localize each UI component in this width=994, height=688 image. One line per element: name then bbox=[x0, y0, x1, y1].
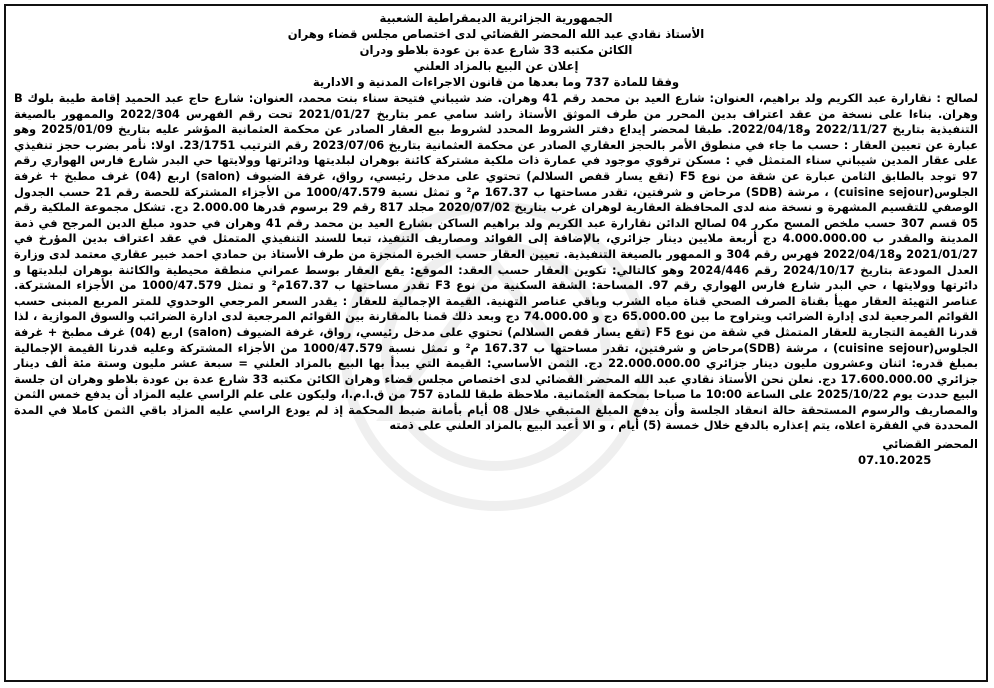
notice-header bbox=[14, 10, 978, 90]
signature-block bbox=[14, 436, 978, 468]
office-address: الكائن مكتبه 33 شارع عدة بن عودة بلاطو ودران bbox=[359, 43, 633, 57]
notice-title: إعلان عن البيع بالمزاد العلني bbox=[413, 59, 579, 73]
officer-line: الأستاذ نقادي عبد الله المحضر القضائي لدى اختصاص مجلس قضاء وهران bbox=[287, 27, 705, 41]
republic-title: الجمهورية الجزائرية الديمقراطية الشعبية bbox=[379, 11, 613, 25]
legal-notice-frame bbox=[4, 4, 988, 682]
signature-title: المحضر القضائي bbox=[882, 437, 978, 452]
notice-body: لصالح : نقارارة عبد الكريم ولد براهيم، العنوان: شارع العيد بن محمد رقم 41 وهران. ضد شيباني فتيحة سناء بنت محمد، العنوان: شارع حاج عبد الحميد إقامة طيبة بلوك B وهران. بناءا على نسخة من عقد اعتراف بدين المحرر من طرف الموثق الأستاذ راشد سامي عمر بتاريخ 2021/01/27 تحت رقم الفهرس 2022/304 والممهور بالصيغة التنفيذية بتاريخ 2022/11/27 و2022/04/18. طبقا لمحضر إيداع دفتر الشروط المحدد لشروط بيع العقار الصادر عن محكمة العثمانية المؤشر عليه بتاريخ 2025/01/09 وهو عبارة عن تعيين العقار : حسب ما جاء في منطوق الأمر بالحجز العقاري الصادر عن محكمة العثمانية بتاريخ 2023/07/06 رقم الترتيب 23/1751. اولا: نأمر بضرب حجز تنفيذي على عقار المدين شيباني سناء المتمثل في : مسكن ترقوي موجود في عمارة ذات ملكية مشتركة كائنة بوهران لبلديتها ودائرتها وولايتها حي البدر شارع فارس الهواري رقم 97 توجد بالطابق الثامن عبارة عن شقة من نوع F5 (تقع يسار قفص السلالم) تحتوي على مدخل رئيسي، رواق، غرفة الضيوف (salon) اربع (04) غرف مطبخ + غرفة الجلوس(cuisine sejour) ، مرشة (SDB) مرحاض و شرفتين، تقدر مساحتها ب 167.37 م² و تمثل نسبة 1000/47.579 من الأجزاء المشتركة للحصة رقم 21 حسب الجدول الوصفي للتقسيم المشهرة و نسخة منه لدى المحافظة العقارية لوهران غرب بتاريخ 2020/07/02 مجلد 817 رقم 29 برسوم قدرها 2.000.00 دج. تشكل مجموعة الملكية رقم 05 قسم 307 حسب ملخص المسح مكرر 04 لصالح الدائن نقارارة عبد الكريم ولد براهيم الساكن بشارع العيد بن محمد رقم 41 وهران في حدود مبلغ الدين المرجح في ذمة المدينة والمقدر ب 4.000.000.00 دج أربعة ملايين دينار جزائري، بالإضافة إلى الفوائد ومصاريف التنفيذ، تبعا للسند التنفيذي المتمثل في عقد اعتراف بدين المؤرخ في 2021/01/27 و2022/04/18 فهرس رقم 304 و الممهور بالصيغة التنفيذية. تعيين العقار حسب الخبرة المنجزة من طرف الأستاذ بن حمادي احمد خبير عقاري معتمد لدى وزارة العدل المودعة بتاريخ 2024/10/17 رقم 2024/446 وهو كالتالي: تكوين العقار حسب العقد: الموقع: يقع العقار بوسط عمراني منطقة محيطية والكائنة بوهران لبلديتها و دائرتها وولايتها ، حي البدر شارع فارس الهواري رقم 97. المساحة: الشقة السكنية من نوع F3 تقدر مساحتها ب 167.37م² و تمثل 1000/47.579 من الأجزاء المشتركة. عناصر التهيئة العقار مهيأ بقناة الصرف الصحي قناة مياه الشرب وباقي عناصر التهنية. القيمة الإجمالية للعقار : يقدر السعر المرجعي الوحدوي للمتر المربع المبنى حسب القوائم المرجعية لدى إدارة الضرائب ويتراوح ما بين 65.000.00 دج و 74.000.00 دج وبعد ذلك قمنا بالمقارنة بين القوائم المرجعية لدى ادارة الضرائب والسوق الموازية ، لذا قدرنا القيمة التجارية للعقار المتمثل في شقة من نوع F5 (تقع يسار قفص السلالم) تحتوي على مدخل رئيسي، رواق، غرفة الضيوف (salon) اربع (04) غرف مطبخ + غرفة الجلوس(cuisine sejour) ، مرشة (SDB)مرحاض و شرفتين، تقدر مساحتها ب 167.37 م² و تمثل نسبة 1000/47.579 من الأجزاء المشتركة وعليه قدرنا القيمة الإجمالية بمبلغ قدره: اثنان وعشرون مليون دينار جزائري 22.000.000.00 دج. الثمن الأساسي: القيمة التي يبدأ بها البيع بالمزاد العلني = سبعة عشر مليون وستة مئة ألف دينار جزائري 17.600.000.00 دج. نعلن نحن الأستاذ نقادي عبد الله المحضر القضائي لدى اختصاص مجلس قضاء وهران الكائن مكتبه 33 شارع عدة بن عودة بلاطو وهران ان جلسة البيع حددت يوم 2025/10/22 على الساعة 10:00 ما صباحا بمحكمة العثمانية. ملاحظة طبقا للمادة 757 من ق.ا.م.ا، وليكون على علم الراسي عليه المزاد أن يدفع خمس الثمن والمصاريف والرسوم المستحقة حالة انعقاد الجلسة وأن يدفع المبلغ المتبقي خلال 08 أيام بأمانة ضبط المحكمة إذ لم يودع الراسي عليه المزاد باقي الثمن كاملا في المدة المحددة في الفقرة اعلاه، يتم إعذاره بالدفع خلال خمسة (5) أيام ، و الا أعيد البيع بالمزاد العلني على ذمته bbox=[14, 91, 979, 433]
signature-date: 07.10.2025 bbox=[858, 453, 932, 468]
legal-basis: وفقا للمادة 737 وما بعدها من قانون الاجراءات المدنية و الادارية bbox=[312, 75, 680, 89]
